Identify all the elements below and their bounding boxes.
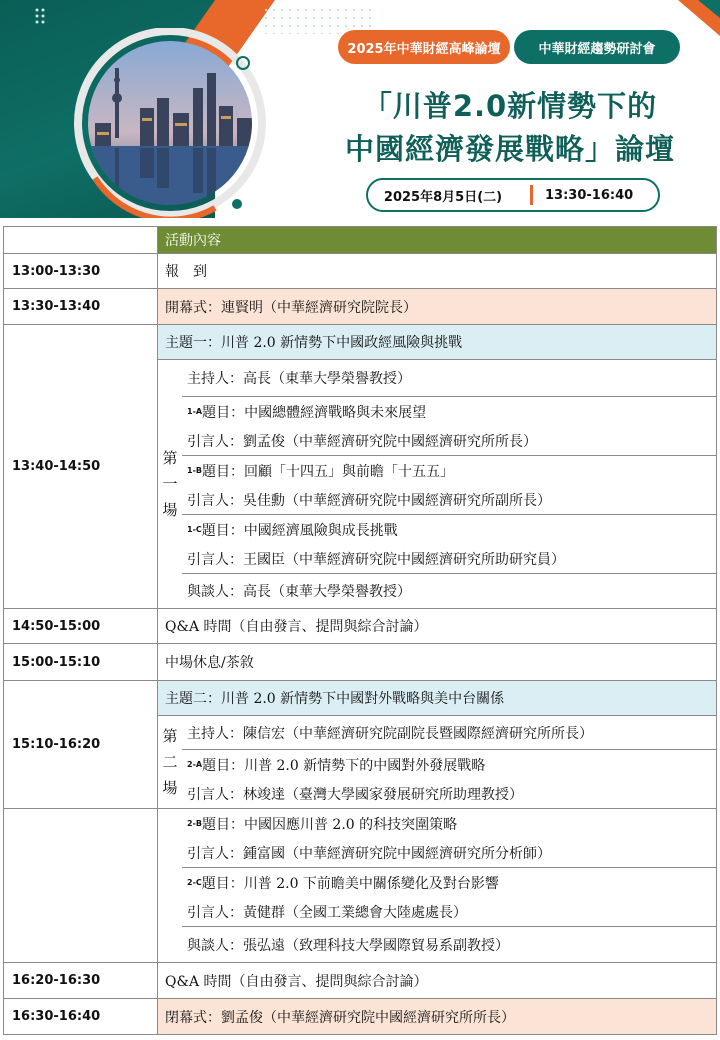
table-row [4, 609, 717, 644]
session-1a-speaker: 引言人：劉孟俊（中華經濟研究院中國經濟研究所所長） [187, 433, 537, 450]
date-time-box [366, 178, 660, 212]
session-2a-speaker: 引言人：林竣達（臺灣大學國家發展研究所助理教授） [187, 786, 523, 803]
session-2-discussant: 與談人：張弘遠（致理科技大學國際貿易系副教授） [182, 926, 716, 962]
event-date: 2025年8月5日(二) [383, 189, 503, 205]
session-1-discussant: 與談人：高長（東華大學榮譽教授） [182, 573, 716, 608]
header-activity: 活動內容 [158, 227, 717, 254]
session-2b-speaker: 引言人：鍾富國（中華經濟研究院中國經濟研究所分析師） [187, 845, 551, 862]
row-time: 16:20-16:30 [4, 963, 158, 999]
row-activity: Q&A 時間（自由發言、提問與綜合討論） [158, 609, 717, 644]
row-time: 16:30-16:40 [4, 999, 158, 1035]
row-activity: 閉幕式：劉孟俊（中華經濟研究院中國經濟研究所所長） [158, 999, 717, 1035]
session-1-host: 主持人：高長（東華大學榮譽教授） [187, 371, 411, 387]
session-1c-speaker: 引言人：王國臣（中華經濟研究院中國經濟研究所助研究員） [187, 551, 565, 568]
session-2c-topic: 2-C 題目：川普 2.0 下前瞻美中關係變化及對台影響 [182, 867, 716, 897]
event-title-line-1: 「川普2.0新情勢下的 [362, 89, 658, 123]
row-time: 13:40-14:50 [4, 325, 158, 609]
table-header-row [4, 227, 717, 254]
table-row-session-2-continued [4, 809, 717, 963]
table-row [4, 963, 717, 999]
session-1b-speaker: 引言人：吳佳勳（中華經濟研究院中國經濟研究所副所長） [187, 492, 551, 509]
row-activity: 開幕式：連賢明（中華經濟研究院院長） [158, 289, 717, 325]
row-time: 15:00-15:10 [4, 644, 158, 681]
seminar-pill: 中華財經趨勢研討會 [514, 30, 680, 64]
row-time: 13:00-13:30 [4, 254, 158, 289]
event-banner [0, 0, 720, 218]
schedule-table [3, 226, 717, 1035]
dots-decoration-icon [35, 8, 49, 28]
session-1b-topic: 1-B 題目：回顧「十四五」與前瞻「十五五」 [182, 455, 716, 485]
date-separator [530, 185, 533, 205]
table-row [4, 644, 717, 681]
row-time: 14:50-15:00 [4, 609, 158, 644]
table-row-session-2 [4, 681, 717, 809]
table-row-session-1 [4, 325, 717, 609]
session-2-label: 第 二 場 [162, 727, 178, 797]
session-1c-topic: 1-C 題目：中國經濟風險與成長挑戰 [182, 514, 716, 544]
session-1-label: 第 一 場 [162, 449, 178, 519]
event-time: 13:30-16:40 [545, 187, 634, 203]
session-2c-speaker: 引言人：黃健群（全國工業總會大陸處處長） [187, 904, 467, 921]
session-1-theme: 主題一：川普 2.0 新情勢下中國政經風險與挑戰 [158, 325, 716, 360]
header-time: 時 間 [4, 227, 158, 254]
session-2-host: 主持人：陳信宏（中華經濟研究院副院長暨國際經濟研究所所長） [187, 725, 593, 742]
city-skyline-image [65, 28, 275, 218]
session-2b-topic: 2-B 題目：中國因應川普 2.0 的科技突圍策略 [187, 816, 458, 833]
table-row [4, 254, 717, 289]
session-2-theme: 主題二：川普 2.0 新情勢下中國對外戰略與美中台關係 [158, 681, 716, 716]
row-time: 15:10-16:20 [4, 681, 158, 809]
forum-pill: 2025年中華財經高峰論壇 [338, 30, 510, 64]
table-row [4, 289, 717, 325]
row-activity: Q&A 時間（自由發言、提問與綜合討論） [158, 963, 717, 999]
session-1a-topic: 1-A 題目：中國總體經濟戰略與未來展望 [182, 396, 716, 426]
row-activity: 中場休息/茶敘 [158, 644, 717, 681]
session-2a-topic: 2-A 題目：川普 2.0 新情勢下的中國對外發展戰略 [182, 749, 716, 779]
table-row [4, 999, 717, 1035]
row-time: 13:30-13:40 [4, 289, 158, 325]
event-title-line-2: 中國經濟發展戰略」論壇 [344, 132, 675, 166]
row-activity: 報 到 [158, 254, 717, 289]
